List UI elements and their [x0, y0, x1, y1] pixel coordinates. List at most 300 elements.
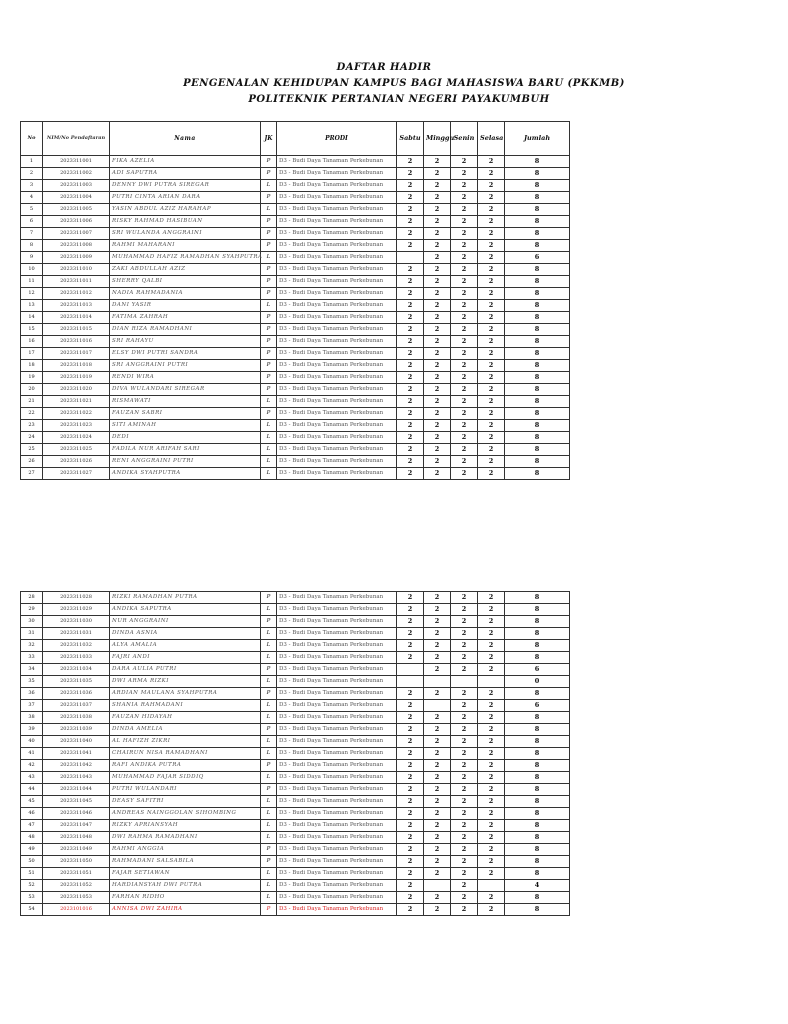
row-jk: L: [261, 820, 277, 832]
row-prodi: D3 - Budi Daya Tanaman Perkebunan: [277, 456, 397, 468]
row-selasa: 2: [478, 192, 505, 204]
row-senin: 2: [451, 468, 478, 480]
row-prodi: D3 - Budi Daya Tanaman Perkebunan: [277, 168, 397, 180]
row-prodi: D3 - Budi Daya Tanaman Perkebunan: [277, 784, 397, 796]
row-minggu: 2: [424, 688, 451, 700]
row-prodi: D3 - Budi Daya Tanaman Perkebunan: [277, 204, 397, 216]
row-selasa: 2: [478, 664, 505, 676]
row-jk: P: [261, 240, 277, 252]
row-selasa: 2: [478, 336, 505, 348]
row-no: 3: [21, 180, 43, 192]
row-jumlah: 8: [505, 396, 570, 408]
row-no: 25: [21, 444, 43, 456]
table-row: [21, 628, 570, 640]
row-selasa: 2: [478, 784, 505, 796]
row-prodi: D3 - Budi Daya Tanaman Perkebunan: [277, 832, 397, 844]
row-sabtu: 2: [397, 324, 424, 336]
row-sabtu: 2: [397, 904, 424, 916]
row-sabtu: 2: [397, 784, 424, 796]
row-selasa: 2: [478, 616, 505, 628]
row-minggu: 2: [424, 204, 451, 216]
row-prodi: D3 - Budi Daya Tanaman Perkebunan: [277, 700, 397, 712]
row-senin: 2: [451, 408, 478, 420]
row-sabtu: 2: [397, 892, 424, 904]
row-selasa: 2: [478, 348, 505, 360]
table-row: [21, 880, 570, 892]
row-prodi: D3 - Budi Daya Tanaman Perkebunan: [277, 640, 397, 652]
row-minggu: 2: [424, 652, 451, 664]
table-row: [21, 264, 570, 276]
row-prodi: D3 - Budi Daya Tanaman Perkebunan: [277, 420, 397, 432]
row-nim: 2023311041: [43, 748, 110, 760]
row-minggu: [424, 700, 451, 712]
row-senin: 2: [451, 724, 478, 736]
row-prodi: D3 - Budi Daya Tanaman Perkebunan: [277, 312, 397, 324]
row-minggu: [424, 880, 451, 892]
row-sabtu: 2: [397, 372, 424, 384]
row-sabtu: 2: [397, 348, 424, 360]
row-jumlah: 8: [505, 784, 570, 796]
table-row: [21, 180, 570, 192]
row-nama: DWI ARMA RIZKI: [110, 676, 261, 688]
row-nama: RIZKY APRIANSYAH: [110, 820, 261, 832]
row-nim: 2023311016: [43, 336, 110, 348]
row-nama: RAHMADANI SALSABILA: [110, 856, 261, 868]
row-selasa: 2: [478, 312, 505, 324]
row-minggu: [424, 676, 451, 688]
row-prodi: D3 - Budi Daya Tanaman Perkebunan: [277, 892, 397, 904]
row-no: 8: [21, 240, 43, 252]
table-row: [21, 288, 570, 300]
row-senin: 2: [451, 652, 478, 664]
row-selasa: 2: [478, 276, 505, 288]
header-no: No: [21, 122, 43, 156]
row-no: 45: [21, 796, 43, 808]
table-row: [21, 348, 570, 360]
row-nim: 2023311010: [43, 264, 110, 276]
row-minggu: 2: [424, 808, 451, 820]
row-jumlah: 8: [505, 348, 570, 360]
row-selasa: 2: [478, 456, 505, 468]
row-senin: 2: [451, 628, 478, 640]
row-nim: 2023311009: [43, 252, 110, 264]
row-jk: P: [261, 168, 277, 180]
row-nama: MUHAMMAD HAFIZ RAMADHAN SYAHPUTRA: [110, 252, 261, 264]
row-minggu: 2: [424, 300, 451, 312]
row-nim: 2023311036: [43, 688, 110, 700]
row-selasa: 2: [478, 240, 505, 252]
row-sabtu: 2: [397, 760, 424, 772]
row-no: 9: [21, 252, 43, 264]
row-selasa: 2: [478, 300, 505, 312]
table-row: [21, 432, 570, 444]
row-prodi: D3 - Budi Daya Tanaman Perkebunan: [277, 360, 397, 372]
row-jk: P: [261, 384, 277, 396]
row-nama: DINDA AMELIA: [110, 724, 261, 736]
row-selasa: 2: [478, 372, 505, 384]
row-jk: L: [261, 180, 277, 192]
row-senin: 2: [451, 820, 478, 832]
table-row: [21, 832, 570, 844]
row-sabtu: 2: [397, 336, 424, 348]
row-no: 47: [21, 820, 43, 832]
row-nim: 2023311015: [43, 324, 110, 336]
table-row: [21, 592, 570, 604]
row-nim: 2023311042: [43, 760, 110, 772]
row-jk: L: [261, 640, 277, 652]
row-prodi: D3 - Budi Daya Tanaman Perkebunan: [277, 252, 397, 264]
row-no: 1: [21, 156, 43, 168]
row-jk: P: [261, 688, 277, 700]
row-nim: 2023311012: [43, 288, 110, 300]
row-jumlah: 8: [505, 856, 570, 868]
row-senin: 2: [451, 592, 478, 604]
row-jumlah: 4: [505, 880, 570, 892]
row-nama: SRI RAHAYU: [110, 336, 261, 348]
row-sabtu: 2: [397, 640, 424, 652]
row-no: 21: [21, 396, 43, 408]
row-jk: P: [261, 216, 277, 228]
row-prodi: D3 - Budi Daya Tanaman Perkebunan: [277, 228, 397, 240]
row-no: 49: [21, 844, 43, 856]
row-senin: 2: [451, 868, 478, 880]
row-minggu: 2: [424, 640, 451, 652]
row-nama: SITI AMINAH: [110, 420, 261, 432]
row-jumlah: 8: [505, 192, 570, 204]
row-prodi: D3 - Budi Daya Tanaman Perkebunan: [277, 468, 397, 480]
row-sabtu: [397, 252, 424, 264]
row-nama: RIZKI RAMADHAN PUTRA: [110, 592, 261, 604]
row-no: 7: [21, 228, 43, 240]
row-prodi: D3 - Budi Daya Tanaman Perkebunan: [277, 384, 397, 396]
row-prodi: D3 - Budi Daya Tanaman Perkebunan: [277, 444, 397, 456]
row-nama: DANI YASIR: [110, 300, 261, 312]
row-no: 42: [21, 760, 43, 772]
row-jumlah: 8: [505, 820, 570, 832]
row-selasa: [478, 880, 505, 892]
row-selasa: 2: [478, 216, 505, 228]
row-jk: P: [261, 336, 277, 348]
row-prodi: D3 - Budi Daya Tanaman Perkebunan: [277, 772, 397, 784]
row-minggu: 2: [424, 628, 451, 640]
row-nama: RAHMI MAHARANI: [110, 240, 261, 252]
table-row: [21, 808, 570, 820]
table-row: [21, 868, 570, 880]
row-senin: 2: [451, 192, 478, 204]
row-sabtu: 2: [397, 820, 424, 832]
row-jumlah: 8: [505, 652, 570, 664]
institution-name: POLITEKNIK PERTANIAN NEGERI PAYAKUMBUH: [248, 94, 550, 105]
row-minggu: 2: [424, 324, 451, 336]
row-nim: 2023311043: [43, 772, 110, 784]
row-minggu: 2: [424, 228, 451, 240]
row-sabtu: 2: [397, 288, 424, 300]
row-prodi: D3 - Budi Daya Tanaman Perkebunan: [277, 336, 397, 348]
row-minggu: 2: [424, 192, 451, 204]
row-prodi: D3 - Budi Daya Tanaman Perkebunan: [277, 880, 397, 892]
row-prodi: D3 - Budi Daya Tanaman Perkebunan: [277, 664, 397, 676]
row-jumlah: 8: [505, 640, 570, 652]
document-subtitle: PENGENALAN KEHIDUPAN KAMPUS BAGI MAHASISWA BARU (PKKMB): [183, 78, 625, 89]
row-jk: P: [261, 228, 277, 240]
row-no: 5: [21, 204, 43, 216]
row-no: 51: [21, 868, 43, 880]
row-jk: L: [261, 796, 277, 808]
row-sabtu: 2: [397, 616, 424, 628]
row-nama: FAUZAN SABRI: [110, 408, 261, 420]
table-row: [21, 844, 570, 856]
row-nim: 2023311006: [43, 216, 110, 228]
row-selasa: [478, 676, 505, 688]
row-prodi: D3 - Budi Daya Tanaman Perkebunan: [277, 724, 397, 736]
row-jk: L: [261, 300, 277, 312]
row-jk: P: [261, 324, 277, 336]
row-nama: FADILA NUR ARIFAH SARI: [110, 444, 261, 456]
row-nama: PUTRI CINTA ARIAN DARA: [110, 192, 261, 204]
row-prodi: D3 - Budi Daya Tanaman Perkebunan: [277, 856, 397, 868]
row-minggu: 2: [424, 856, 451, 868]
row-jumlah: 8: [505, 204, 570, 216]
row-nama: ANDIKA SYAHPUTRA: [110, 468, 261, 480]
row-sabtu: 2: [397, 880, 424, 892]
row-nama: FAJRI ANDI: [110, 652, 261, 664]
row-minggu: 2: [424, 276, 451, 288]
row-no: 53: [21, 892, 43, 904]
row-nama: CHAIRUN NISA RAMADHANI: [110, 748, 261, 760]
row-prodi: D3 - Budi Daya Tanaman Perkebunan: [277, 820, 397, 832]
row-no: 46: [21, 808, 43, 820]
row-sabtu: 2: [397, 844, 424, 856]
row-no: 27: [21, 468, 43, 480]
row-senin: 2: [451, 300, 478, 312]
row-jk: L: [261, 604, 277, 616]
row-selasa: 2: [478, 820, 505, 832]
row-senin: 2: [451, 856, 478, 868]
table-row: [21, 276, 570, 288]
row-sabtu: 2: [397, 868, 424, 880]
row-jumlah: 8: [505, 592, 570, 604]
row-jk: L: [261, 808, 277, 820]
row-sabtu: 2: [397, 168, 424, 180]
row-selasa: 2: [478, 468, 505, 480]
header-jumlah: Jumlah: [505, 122, 570, 156]
row-sabtu: 2: [397, 396, 424, 408]
row-nim: 2023311022: [43, 408, 110, 420]
row-no: 28: [21, 592, 43, 604]
row-nim: 2023311003: [43, 180, 110, 192]
row-nim: 2023311029: [43, 604, 110, 616]
row-selasa: 2: [478, 180, 505, 192]
row-jumlah: 8: [505, 216, 570, 228]
row-nim: 2023311017: [43, 348, 110, 360]
row-senin: 2: [451, 664, 478, 676]
row-prodi: D3 - Budi Daya Tanaman Perkebunan: [277, 372, 397, 384]
row-minggu: 2: [424, 604, 451, 616]
row-selasa: 2: [478, 204, 505, 216]
row-no: 34: [21, 664, 43, 676]
row-sabtu: 2: [397, 748, 424, 760]
table-row: [21, 724, 570, 736]
row-nim: 2023311046: [43, 808, 110, 820]
row-nama: AL HAFIZH ZIKRI: [110, 736, 261, 748]
row-nim: 2023311027: [43, 468, 110, 480]
row-selasa: 2: [478, 592, 505, 604]
row-minggu: 2: [424, 892, 451, 904]
row-senin: 2: [451, 264, 478, 276]
row-prodi: D3 - Budi Daya Tanaman Perkebunan: [277, 676, 397, 688]
row-senin: 2: [451, 456, 478, 468]
row-prodi: D3 - Budi Daya Tanaman Perkebunan: [277, 192, 397, 204]
row-sabtu: 2: [397, 276, 424, 288]
row-minggu: 2: [424, 312, 451, 324]
row-minggu: 2: [424, 360, 451, 372]
table-row: [21, 444, 570, 456]
row-selasa: 2: [478, 604, 505, 616]
row-nim: 2023311026: [43, 456, 110, 468]
row-no: 18: [21, 360, 43, 372]
row-nim: 2023311004: [43, 192, 110, 204]
table-row: [21, 736, 570, 748]
row-sabtu: 2: [397, 384, 424, 396]
row-jk: P: [261, 408, 277, 420]
table-row: [21, 156, 570, 168]
table-row: [21, 640, 570, 652]
row-jk: P: [261, 856, 277, 868]
row-nama: RENI ANGGRAINI PUTRI: [110, 456, 261, 468]
row-senin: 2: [451, 276, 478, 288]
row-sabtu: 2: [397, 180, 424, 192]
row-senin: 2: [451, 784, 478, 796]
header-nama: Nama: [110, 122, 261, 156]
row-senin: 2: [451, 772, 478, 784]
header-nim: NIM/No Pendaftaran: [43, 122, 110, 156]
row-jumlah: 8: [505, 808, 570, 820]
row-jk: P: [261, 264, 277, 276]
row-no: 13: [21, 300, 43, 312]
row-nama: DIAN RIZA RAMADHANI: [110, 324, 261, 336]
row-minggu: 2: [424, 796, 451, 808]
row-senin: 2: [451, 712, 478, 724]
row-sabtu: 2: [397, 796, 424, 808]
row-nim: 2023311013: [43, 300, 110, 312]
row-nama: FATIMA ZAHRAH: [110, 312, 261, 324]
row-jumlah: 8: [505, 264, 570, 276]
row-minggu: 2: [424, 180, 451, 192]
row-minggu: 2: [424, 772, 451, 784]
row-minggu: 2: [424, 420, 451, 432]
row-prodi: D3 - Budi Daya Tanaman Perkebunan: [277, 760, 397, 772]
row-senin: 2: [451, 832, 478, 844]
row-sabtu: 2: [397, 228, 424, 240]
row-minggu: 2: [424, 784, 451, 796]
row-prodi: D3 - Budi Daya Tanaman Perkebunan: [277, 156, 397, 168]
row-prodi: D3 - Budi Daya Tanaman Perkebunan: [277, 432, 397, 444]
row-jk: P: [261, 156, 277, 168]
table-row: [21, 664, 570, 676]
row-nim: 2023311033: [43, 652, 110, 664]
table-row: [21, 772, 570, 784]
row-minggu: 2: [424, 384, 451, 396]
row-nim: 2023311053: [43, 892, 110, 904]
row-selasa: 2: [478, 856, 505, 868]
table-row: [21, 688, 570, 700]
row-selasa: 2: [478, 168, 505, 180]
row-nama: RENDI WIRA: [110, 372, 261, 384]
row-nim: 2023311037: [43, 700, 110, 712]
row-prodi: D3 - Budi Daya Tanaman Perkebunan: [277, 736, 397, 748]
row-minggu: 2: [424, 592, 451, 604]
header-senin: Senin: [451, 122, 478, 156]
table-header-row: [21, 122, 570, 156]
table-row: [21, 216, 570, 228]
row-nim: 2023311048: [43, 832, 110, 844]
table-row: [21, 700, 570, 712]
row-nama: ANDIKA SAPUTRA: [110, 604, 261, 616]
row-nim: 2023311007: [43, 228, 110, 240]
row-sabtu: 2: [397, 408, 424, 420]
table-row: [21, 468, 570, 480]
row-nama: RISKY RAHMAD HASIBUAN: [110, 216, 261, 228]
row-jumlah: 8: [505, 844, 570, 856]
table-row: [21, 240, 570, 252]
row-no: 29: [21, 604, 43, 616]
row-senin: 2: [451, 168, 478, 180]
row-selasa: 2: [478, 736, 505, 748]
row-senin: 2: [451, 736, 478, 748]
row-selasa: 2: [478, 844, 505, 856]
row-jumlah: 8: [505, 384, 570, 396]
row-selasa: 2: [478, 396, 505, 408]
row-nim: 2023311049: [43, 844, 110, 856]
row-nama: DEDI: [110, 432, 261, 444]
row-jk: P: [261, 192, 277, 204]
table-row: [21, 904, 570, 916]
row-jumlah: 8: [505, 688, 570, 700]
row-nim: 2023311051: [43, 868, 110, 880]
row-selasa: 2: [478, 808, 505, 820]
row-minggu: 2: [424, 844, 451, 856]
row-no: 14: [21, 312, 43, 324]
row-jk: P: [261, 360, 277, 372]
row-minggu: 2: [424, 616, 451, 628]
table-row: [21, 892, 570, 904]
row-senin: 2: [451, 240, 478, 252]
row-no: 44: [21, 784, 43, 796]
row-minggu: 2: [424, 288, 451, 300]
row-sabtu: 2: [397, 420, 424, 432]
row-minggu: 2: [424, 868, 451, 880]
table-row: [21, 252, 570, 264]
row-nim: 2023311018: [43, 360, 110, 372]
row-minggu: 2: [424, 156, 451, 168]
row-jumlah: 8: [505, 276, 570, 288]
row-nim: 2023101016: [43, 904, 110, 916]
row-senin: 2: [451, 180, 478, 192]
row-no: 50: [21, 856, 43, 868]
table-row: [21, 384, 570, 396]
row-jk: P: [261, 592, 277, 604]
row-sabtu: 2: [397, 592, 424, 604]
row-sabtu: 2: [397, 216, 424, 228]
row-minggu: 2: [424, 468, 451, 480]
row-nama: YASIN ABDUL AZIZ HARAHAP: [110, 204, 261, 216]
row-nim: 2023311001: [43, 156, 110, 168]
row-nim: 2023311040: [43, 736, 110, 748]
row-sabtu: 2: [397, 432, 424, 444]
row-sabtu: 2: [397, 628, 424, 640]
row-selasa: 2: [478, 688, 505, 700]
table-row: [21, 712, 570, 724]
